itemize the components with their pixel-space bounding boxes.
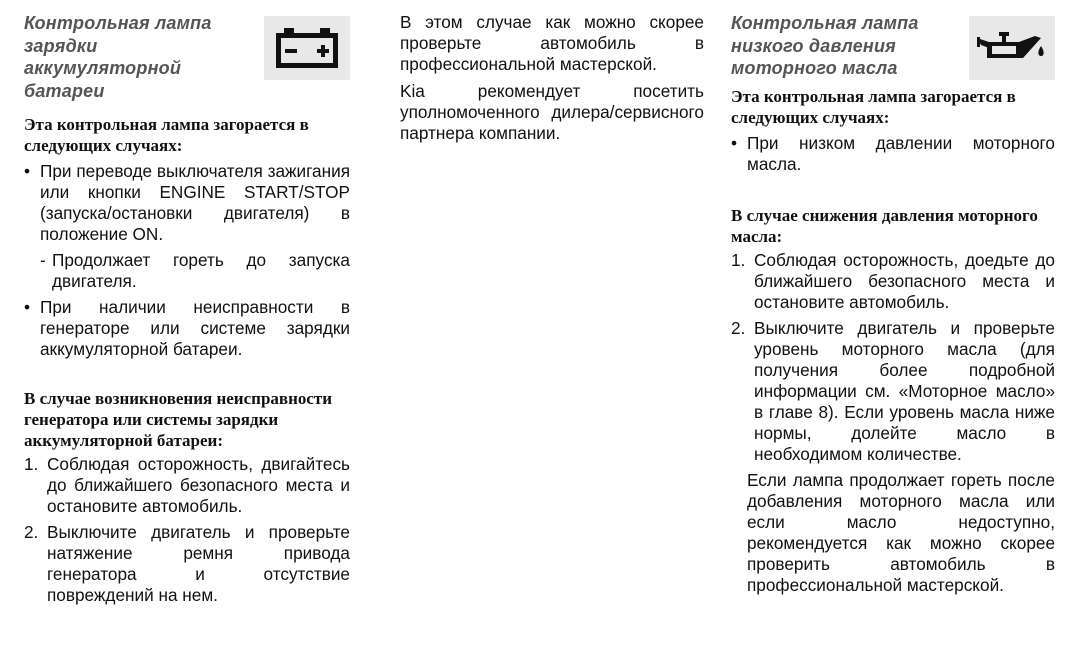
step-text: Выключите двигатель и проверьте уровень моторного масла (для получения более подробной информации см. «Моторное масло» в главе 8). Если уровень масла ниже нормы, долейте масло в необходимом количестве. <box>754 318 1055 464</box>
battery-section <box>24 12 350 606</box>
bullet-mark: • <box>24 161 31 181</box>
step-item <box>24 454 350 517</box>
battery-steps <box>24 454 350 606</box>
workshop-paragraph: В этом случае как можно скорее проверьте автомобиль в профессиональной мастерской. <box>400 12 704 74</box>
battery-section-title: Контрольная лампа зарядки аккумуляторной батареи <box>24 13 212 101</box>
dash-mark: - <box>40 250 46 270</box>
step-item <box>731 318 1055 465</box>
bullet-mark: • <box>24 297 31 317</box>
step-number: 1. <box>731 250 746 270</box>
battery-title-row <box>24 12 350 102</box>
step-number: 2. <box>731 318 746 338</box>
oil-low-pressure-heading: В случае снижения давления моторного масла: <box>731 206 1038 246</box>
battery-cases-heading: Эта контрольная лампа загорается в следующих случаях: <box>24 115 309 155</box>
bullet-text: При наличии неисправности в генераторе или системе зарядки аккумуляторной батареи. <box>40 297 350 359</box>
oil-note-paragraph: Если лампа продолжает гореть после добавления моторного масла или если масло недоступно, рекомендуется как можно скорее проверить автомобиль в профессиональной мастерской. <box>747 470 1055 595</box>
bullet-mark: • <box>731 133 738 153</box>
oil-title-row <box>731 12 1055 80</box>
oil-can-icon <box>969 16 1055 80</box>
bullet-text: При низком давлении моторного масла. <box>747 133 1055 174</box>
list-item <box>731 133 1055 175</box>
battery-malfunction-heading: В случае возникновения неисправности генератора или системы зарядки аккумуляторной батареи: <box>24 389 333 450</box>
step-text: Соблюдая осторожность, доедьте до ближайшего безопасного места и остановите автомобиль. <box>754 250 1055 312</box>
list-item <box>24 297 350 360</box>
oil-section-title: Контрольная лампа низкого давления моторного масла <box>731 13 919 78</box>
step-number: 2. <box>24 522 39 542</box>
step-number: 1. <box>24 454 39 474</box>
kia-dealer-paragraph: Kia рекомендует посетить уполномоченного дилера/сервисного партнера компании. <box>400 81 704 143</box>
oil-cases-heading: Эта контрольная лампа загорается в следующих случаях: <box>731 87 1016 127</box>
sub-bullet-text: Продолжает гореть до запуска двигателя. <box>52 250 350 291</box>
step-item <box>731 250 1055 313</box>
step-text: Соблюдая осторожность, двигайтесь до ближайшего безопасного места и остановите автомобиль. <box>47 454 350 516</box>
battery-continued <box>400 12 704 144</box>
bullet-text: При переводе выключателя зажигания или кнопки ENGINE START/STOP (запуска/остановки двигателя) в положение ON. <box>40 161 350 244</box>
step-item <box>24 522 350 606</box>
oil-steps <box>731 250 1055 465</box>
battery-bullet-list <box>24 161 350 360</box>
step-text: Выключите двигатель и проверьте натяжение ремня привода генератора и отсутствие повреждений на нем. <box>47 522 350 605</box>
oil-section <box>731 12 1055 596</box>
sub-list-item <box>24 250 350 292</box>
battery-icon <box>264 16 350 80</box>
list-item <box>24 161 350 245</box>
oil-bullet-list <box>731 133 1055 175</box>
